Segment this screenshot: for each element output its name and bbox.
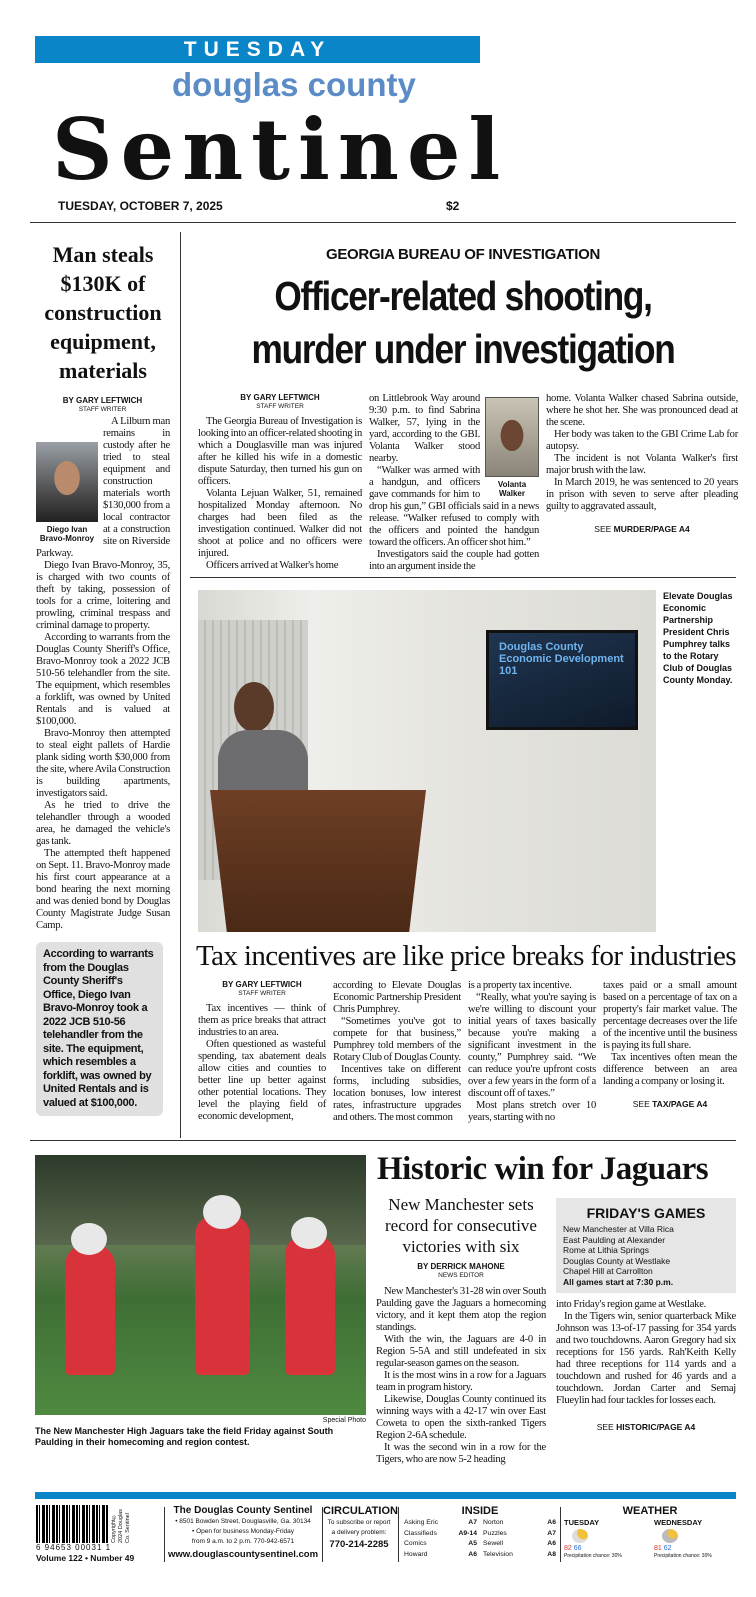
divider [560,1507,561,1562]
tax-jump-link[interactable] [603,1098,737,1110]
circulation-phone: 770-214-2285 [329,1539,389,1550]
game-item: East Paulding at Alexander [563,1234,666,1245]
price: $2 [446,199,460,213]
column-divider [180,232,181,1138]
sports-headline[interactable]: Historic win for Jaguars [377,1151,709,1187]
podium [198,790,438,932]
games-note: All games start at 7:30 p.m. [563,1276,674,1287]
barcode-digits: 6 94653 00031 1 [36,1543,112,1552]
barcode-block [36,1505,161,1563]
tax-col-3 [468,980,596,1124]
tax-col-1 [198,980,326,1123]
circulation-text: a delivery problem: [331,1529,387,1536]
left-story-body [36,416,170,932]
weather-box [564,1504,736,1560]
left-byline [35,396,170,414]
walker-photo [485,397,539,477]
tv-screen [486,630,638,730]
paragraph: Tax incentives often mean the difference between an area landing a company or losing it. [603,1052,737,1087]
mugshot-caption: Diego Ivan Bravo-Monroy [39,525,95,543]
football-photo-caption: The New Manchester High Jaguars take the field Friday against South Paulding in their homecoming and region contest. [35,1426,334,1447]
website-link[interactable]: www.douglascountysentinel.com [167,1549,319,1560]
paragraph: Bravo-Monroy then attempted to steal eight pallets of Hardie plank siding worth $30,000 from the site, where Avila Construction is building apartments, investigators said. [36,728,170,799]
sports-left-column [376,1194,546,1466]
see-ref: MURDER/PAGE A4 [613,524,690,534]
brand-logo: Sentinel [52,100,509,199]
index-item[interactable]: Howard A6 [404,1550,477,1558]
day-banner: TUESDAY [35,36,480,63]
tax-headline[interactable]: Tax incentives are like price breaks for industries [196,940,736,972]
screen-title: Douglas County Economic Development 101 [499,641,624,677]
murder-jump-link[interactable] [546,523,738,535]
inside-title: INSIDE [461,1505,499,1517]
paragraph: New Manchester's 31-28 win over South Paulding gave the Jaguars a homecoming victory, and it kept them atop the region standings. [376,1286,546,1333]
see-ref: HISTORIC/PAGE A4 [616,1422,696,1432]
game-item: Chapel Hill at Carrollton [563,1266,653,1276]
paragraph: According to warrants from the Douglas County Sheriff's Office, Bravo-Monroy took a 2022 JCB 510-56 telehandler from the site. The equipment, which resembles a forklift, was owned by United Rentals and is valued at $100,000. [36,632,170,727]
hours: from 9 a.m. to 2 p.m. 770-942-6571 [191,1538,295,1545]
volume-number: Volume 122 • Number 49 [36,1553,135,1563]
photo-credit: Special Photo [322,1417,366,1424]
circulation-title: CIRCULATION [323,1505,398,1517]
see-prefix: SEE [594,524,614,534]
footer-bar [35,1492,736,1499]
paragraph: into Friday's region game at Westlake. [556,1299,707,1310]
fridays-games-box [556,1198,736,1293]
sports-subhead: New Manchester sets record for consecutive victories with six [385,1195,537,1256]
sports-right-column [556,1198,736,1433]
weather-day: TUESDAY 82 66 Precipitation chance: 30% [564,1518,622,1559]
weather-title: WEATHER [622,1505,678,1517]
see-prefix: SEE [632,1099,653,1109]
football-photo [35,1155,366,1415]
walker-caption: Volanta Walker [497,480,527,498]
paragraph: Most plans stretch over 10 years, starting with no [468,1100,596,1123]
byline-name: BY GARY LEFTWICH [222,980,302,989]
paragraph: “Sometimes you've got to compete for that business,” Pumphrey told members of the Rotary Club of Douglas County. [333,1016,461,1063]
tax-col-4 [603,980,737,1110]
lead-col-2 [369,393,539,573]
paragraph: Investigators said the couple had gotten into an argument inside the [369,549,539,572]
paper-info [166,1504,320,1562]
partly-cloudy-icon [572,1529,588,1543]
index-item[interactable]: Classifieds A9-14 [404,1529,477,1537]
divider [398,1507,399,1562]
paragraph: “Walker was armed with a handgun, and officers gave commands for him to drop his gun,” GBI officials said in a news release. “Walker refused to comply with the officers and pointed the handgun toward the officers. An officer shot him.” [369,465,539,548]
headline-line: Officer-related shooting, [274,273,652,319]
paragraph: Tax incentives — think of them as price breaks that attract industries to an area. [198,1003,326,1038]
index-item[interactable]: Asking Eric A7 [404,1519,477,1526]
mugshot-figure [36,442,98,543]
byline-title: STAFF WRITER [238,990,286,997]
byline-title: NEWS EDITOR [438,1272,484,1279]
tax-col-2 [333,980,461,1124]
mugshot-photo [36,442,98,522]
walker-figure [485,397,539,498]
sports-byline [376,1262,546,1280]
divider [164,1507,165,1562]
rain-cloud-icon [662,1529,678,1543]
sports-col-1 [376,1286,546,1466]
barcode-icon [36,1505,108,1543]
rotary-photo-caption: Elevate Douglas Economic Partnership President Chris Pumphrey talks to the Rotary Club of Douglas County Monday. [663,591,733,685]
paragraph: Officers arrived at Walker's home [206,560,339,571]
circulation-text: To subscribe or report [327,1519,391,1526]
historic-jump-link[interactable] [556,1421,736,1433]
weather-day: WEDNESDAY 81 62 Precipitation chance: 30% [654,1518,712,1559]
paper-name: The Douglas County Sentinel [173,1505,313,1516]
index-item[interactable]: Comics A5 [404,1540,477,1547]
paragraph: As he tried to drive the telehandler through a wooded area, he damaged the vehicle's gas tank. [36,800,170,847]
see-ref: TAX/PAGE A4 [652,1099,708,1109]
paragraph: The attempted theft happened on Sept. 11. Bravo-Monroy made his first court appearance at a bond hearing the next morning and was denied bond by Douglas County Magistrate Judge Susan Camp. [36,848,170,931]
left-story-column [36,416,170,1116]
byline-name: BY GARY LEFTWICH [62,396,143,405]
paragraph: In March 2019, he was sentenced to 20 years in prison with seven to serve after pleading guilty to aggravated assault, [546,477,738,512]
paragraph: is a property tax incentive. [468,980,572,991]
brand-top: douglas county [172,66,416,103]
circulation-info [323,1504,398,1552]
issue-date: TUESDAY, OCTOBER 7, 2025 [58,199,223,213]
paragraph: Diego Ivan Bravo-Monroy, 35, is charged with two counts of theft by taking, possession of tools for a crime, loitering and prowling, criminal trespass and criminal damage to property. [36,560,170,631]
left-headline[interactable]: Man steals $130K of construction equipment, materials [44,242,162,383]
copyright: Copyright© 2024 Douglas Co. Sentinel [111,1509,131,1543]
inside-index [404,1504,556,1560]
pull-quote: According to warrants from the Douglas County Sheriff's Office, Diego Ivan Bravo-Monroy took a 2022 JCB 510-56 telehandler from the site. The equipment, which resembles a forklift, was owned by United Rentals and is valued at $100,000. [36,942,163,1116]
lead-col-1 [198,393,362,572]
byline-name: BY DERRICK MAHONE [417,1262,505,1271]
lead-col-3 [546,393,738,535]
rotary-photo [198,590,656,932]
byline-title: STAFF WRITER [256,403,304,410]
paragraph: It is the most wins in a row for a Jaguars team in program history. [376,1370,546,1393]
byline-name: BY GARY LEFTWICH [240,393,320,402]
paragraph: With the win, the Jaguars are 4-0 in Region 5-5A and still undefeated in six regular-season games on the season. [376,1334,546,1369]
hours: • Open for business Monday-Friday [192,1528,294,1535]
see-prefix: SEE [596,1422,617,1432]
index-item[interactable]: Puzzles A7 [483,1529,556,1537]
paragraph: The Georgia Bureau of Investigation is looking into an officer-related shooting in which a Douglasville man was injured after he killed his wife in a domestic dispute Saturday, then turned his gun on officers. [198,416,362,487]
paragraph: on Littlebrook Way around 9:30 p.m. to find Sabrina Walker, 57, lying in the yard, according to the GBI. Volanta Walker stood nearby. [369,393,480,464]
lead-headline[interactable] [190,270,736,376]
index-item[interactable]: Television A8 [483,1550,556,1558]
game-item: Douglas County at Westlake [563,1255,671,1266]
sports-col-2 [556,1299,736,1433]
byline-title: STAFF WRITER [78,406,127,413]
paragraph: “Really, what you're saying is we're willing to discount your initial years of taxes basically because you're making a significant investment in the county,” Pumphrey said. “We can reduce you're upfront costs over a few years in the form of a discount off of taxes.” [468,992,596,1099]
paragraph: In the Tigers win, senior quarterback Mike Johnson was 13-of-17 passing for 354 yards and two touchdowns. Aaron Gregory had six receptions for 156 yards. Rah'Keith Kelly had three receptions for 114 yards and a touchdown and rushed for 46 yards and a touchdown. Jordan Carter and Semaj Flueylin had four tackles for losses each. [556,1311,736,1406]
paragraph: Her body was taken to the GBI Crime Lab for autopsy. [546,429,738,452]
paragraph: Often questioned as wasteful spending, tax abatement deals allow cities and counties to better line up better against other potential locations. They level the playing field of economic development, [198,1039,326,1122]
address: • 8501 Bowden Street, Douglasville, Ga. 30134 [175,1518,311,1525]
paragraph: Volanta Lejuan Walker, 51, remained hospitalized Monday afternoon. No charges had been filed as the investigation continued. Walker did not shoot at police and no officers were injured. [198,488,362,559]
paragraph: according to Elevate Douglas Economic Partnership President Chris Pumphrey. [333,980,461,1015]
index-item[interactable]: Sewell A6 [483,1540,556,1547]
game-item: Rome at Lithia Springs [563,1245,649,1255]
lead-kicker: GEORGIA BUREAU OF INVESTIGATION [325,246,601,263]
paragraph: Incentives take on different forms, including subsidies, location bonuses, low interest rates, infrastructure upgrades and others. The most common [333,1064,461,1123]
paragraph: A Lilburn man remains in custody after he tried to steal equipment and construction materials worth $130,000 from a local contractor at a construction site on Riverside Parkway. [36,416,170,559]
game-item: New Manchester at Villa Rica [563,1224,674,1234]
headline-line: murder under investigation [251,326,675,372]
games-title: FRIDAY'S GAMES [586,1205,706,1221]
divider [190,577,736,578]
divider [30,222,736,223]
paragraph: taxes paid or a small amount based on a percentage of tax on a property's fair market value. The percentage decreases over the life of the incentive until the business is paying its full share. [603,980,737,1051]
paragraph: Likewise, Douglas County continued its winning ways with a 42-17 win over East Coweta to open the sixth-ranked Tigers Region 2-6A schedule. [376,1394,546,1441]
paragraph: It was the second win in a row for the Tigers, who are now 5-2 heading [376,1442,546,1465]
paragraph: The incident is not Volanta Walker's first major brush with the law. [546,453,738,476]
divider [30,1140,736,1141]
index-item[interactable]: Norton A6 [483,1519,556,1526]
paragraph: home. Volanta Walker chased Sabrina outside, where he shot her. She was pronounced dead at the scene. [546,393,738,428]
